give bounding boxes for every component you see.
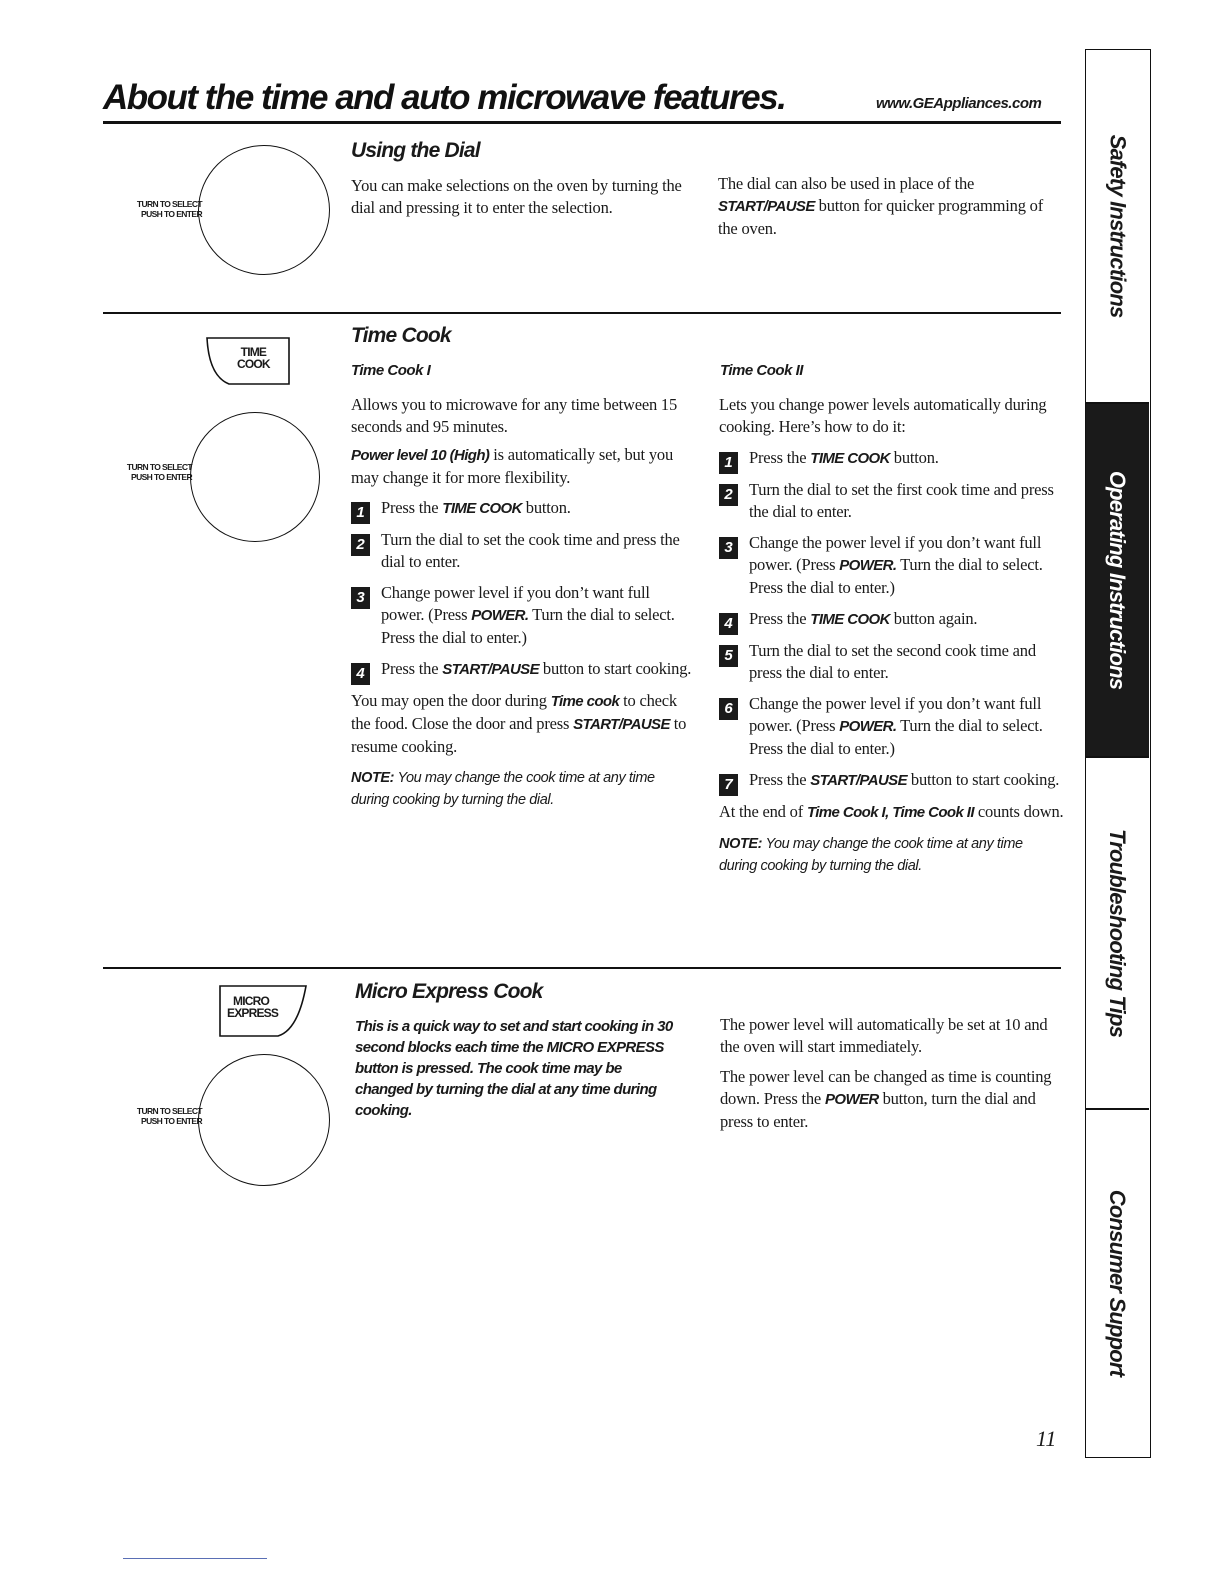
section-divider <box>103 967 1061 969</box>
section-tabs <box>1085 49 1151 1458</box>
section-heading-time-cook: Time Cook <box>351 324 451 347</box>
dial-icon <box>190 412 320 542</box>
using-dial-left-text: You can make selections on the oven by turning the dial and pressing it to enter the selection. <box>351 176 682 217</box>
tab-operating-instructions[interactable]: Operating Instructions <box>1086 404 1149 756</box>
page-title: About the time and auto microwave features. <box>103 78 786 117</box>
section-heading-using-dial: Using the Dial <box>351 139 480 162</box>
step-item: 5 Turn the dial to set the second cook time and press the dial to enter. <box>719 640 1064 684</box>
step-item: 3 Change the power level if you don’t want full power. (Press POWER. Turn the dial to select. Press the dial to enter.) <box>719 532 1064 599</box>
dial-icon <box>198 1054 330 1186</box>
step-item: 2 Turn the dial to set the cook time and press the dial to enter. <box>351 529 696 573</box>
dial-label: TURN TO SELECT PUSH TO ENTER <box>126 462 192 482</box>
step-item: 1 Press the TIME COOK button. <box>351 497 696 520</box>
micro-express-right-text: The power level will automatically be set at 10 and the oven will start immediately. The power level can be changed as time is counting down. Press the POWER button, turn the dial and press to enter. <box>720 1015 1052 1131</box>
step-item: 1 Press the TIME COOK button. <box>719 447 1064 470</box>
step-item: 6 Change the power level if you don’t want full power. (Press POWER. Turn the dial to select. Press the dial to enter.) <box>719 693 1064 760</box>
step-item: 3 Change power level if you don’t want full power. (Press POWER. Turn the dial to select. Press the dial to enter.) <box>351 582 696 649</box>
step-item: 4 Press the TIME COOK button again. <box>719 608 1064 631</box>
time-cook-pad-icon: TIME COOK <box>205 336 291 386</box>
dial-icon <box>198 145 330 275</box>
section-divider <box>103 312 1061 314</box>
footer-mark <box>123 1558 267 1559</box>
tab-safety-instructions[interactable]: Safety Instructions <box>1105 134 1131 318</box>
section-heading-micro-express: Micro Express Cook <box>355 980 543 1003</box>
step-item: 2 Turn the dial to set the first cook time and press the dial to enter. <box>719 479 1064 523</box>
subheading-time-cook-1: Time Cook I <box>351 362 431 379</box>
tab-troubleshooting-tips[interactable]: Troubleshooting Tips <box>1105 828 1131 1038</box>
micro-express-pad-icon: MICRO EXPRESS <box>218 984 308 1038</box>
dial-label: TURN TO SELECT PUSH TO ENTER <box>136 199 202 219</box>
time-cook-1-column: Allows you to microwave for any time between 15 seconds and 95 minutes. Power level 10 (High) is automatically set, but you may change it for more flexibility. 1 Press the TIME COOK button. 2 Turn the dial to set the cook time and press the dial to enter. 3 Change power level if you don’t want full power. (Press POWER. Turn the dial to select. Press the dial to enter.) 4 Press the START/PAUSE button to start cooking. You may open the door during Time cook to check the food. Close the door and press START/PAUSE to resume cooking. NOTE: You may change the cook time at any time during cooking by turning the dial. <box>351 394 696 811</box>
step-item: 7 Press the START/PAUSE button to start cooking. <box>719 769 1064 792</box>
using-dial-right-text: The dial can also be used in place of the START/PAUSE button for quicker programming of the oven. <box>718 174 1044 238</box>
micro-express-left-text: This is a quick way to set and start cooking in 30 second blocks each time the MICRO EXPRESS button is pressed. The cook time may be changed by turning the dial at any time during cooking. <box>355 1018 673 1119</box>
website-url: www.GEAppliances.com <box>876 95 1042 112</box>
page-number: 11 <box>1036 1426 1057 1451</box>
time-cook-2-column: Lets you change power levels automatically during cooking. Here’s how to do it: 1 Press the TIME COOK button. 2 Turn the dial to set the first cook time and press the dial to enter. 3 Change the power level if you don’t want full power. (Press POWER. Turn the dial to select. Press the dial to enter.) 4 Press the TIME COOK button again. 5 Turn the dial to set the second cook time and press the dial to enter. 6 Change the power level if you don’t want full power. (Press POWER. Turn the dial to select. Press the dial to enter.) 7 Press the START/PAUSE button to start cooking. At the end of Time Cook I, Time Cook II counts down. NOTE: You may change the cook time at any time during cooking by turning the dial. <box>719 395 1064 874</box>
header-rule <box>103 121 1061 124</box>
dial-label: TURN TO SELECT PUSH TO ENTER <box>136 1106 202 1126</box>
step-item: 4 Press the START/PAUSE button to start cooking. <box>351 658 696 681</box>
tab-consumer-support[interactable]: Consumer Support <box>1105 1189 1131 1377</box>
subheading-time-cook-2: Time Cook II <box>720 362 803 379</box>
